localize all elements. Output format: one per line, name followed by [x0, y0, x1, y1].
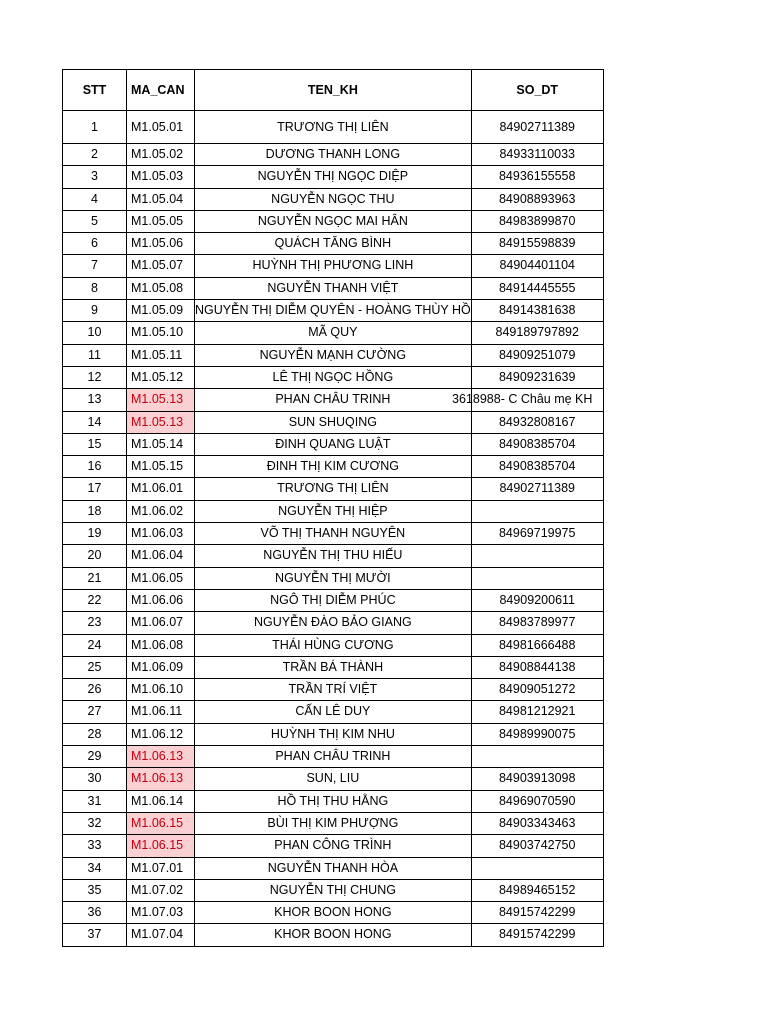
cell-stt[interactable]: 21 — [63, 567, 127, 589]
cell-ma-can[interactable]: M1.07.04 — [127, 924, 195, 946]
cell-so-dt[interactable]: 84989465152 — [471, 879, 603, 901]
cell-stt[interactable]: 20 — [63, 545, 127, 567]
cell-so-dt[interactable]: 84983899870 — [471, 210, 603, 232]
cell-so-dt[interactable] — [471, 500, 603, 522]
cell-ma-can[interactable]: M1.05.08 — [127, 277, 195, 299]
cell-ten-kh[interactable]: TRẦN TRÍ VIỆT — [195, 679, 472, 701]
cell-stt[interactable]: 30 — [63, 768, 127, 790]
table-row — [63, 567, 604, 589]
cell-so-dt[interactable] — [471, 746, 603, 768]
cell-ma-can[interactable]: M1.05.06 — [127, 233, 195, 255]
cell-so-dt[interactable]: 84909051272 — [471, 679, 603, 701]
cell-so-dt[interactable]: 84936155558 — [471, 166, 603, 188]
table-row — [63, 812, 604, 834]
cell-so-dt[interactable]: 84903913098 — [471, 768, 603, 790]
cell-ma-can[interactable]: M1.05.03 — [127, 166, 195, 188]
cell-ma-can[interactable]: M1.05.13 — [127, 389, 195, 411]
header-ma-can[interactable]: MA_CAN — [127, 70, 195, 111]
table-row — [63, 701, 604, 723]
cell-stt[interactable]: 7 — [63, 255, 127, 277]
cell-ma-can[interactable]: M1.06.01 — [127, 478, 195, 500]
cell-so-dt[interactable]: 849189797892 — [471, 322, 603, 344]
cell-ten-kh[interactable]: BÙI THỊ KIM PHƯỢNG — [195, 812, 472, 834]
cell-ma-can[interactable]: M1.05.13 — [127, 411, 195, 433]
cell-ma-can[interactable]: M1.05.10 — [127, 322, 195, 344]
cell-ten-kh[interactable]: MÃ QUY — [195, 322, 472, 344]
cell-stt[interactable]: 35 — [63, 879, 127, 901]
table-row — [63, 255, 604, 277]
table-row — [63, 478, 604, 500]
cell-so-dt[interactable]: 84983789977 — [471, 612, 603, 634]
cell-stt[interactable]: 11 — [63, 344, 127, 366]
cell-ten-kh[interactable]: ĐINH THỊ KIM CƯƠNG — [195, 456, 472, 478]
cell-stt[interactable]: 3 — [63, 166, 127, 188]
cell-stt[interactable]: 4 — [63, 188, 127, 210]
cell-ten-kh[interactable]: TRƯƠNG THỊ LIÊN — [195, 111, 472, 144]
cell-ten-kh[interactable]: TRẦN BÁ THÀNH — [195, 656, 472, 678]
cell-ma-can[interactable]: M1.07.02 — [127, 879, 195, 901]
cell-ten-kh[interactable]: CẤN LÊ DUY — [195, 701, 472, 723]
cell-so-dt[interactable]: 84914445555 — [471, 277, 603, 299]
cell-ma-can[interactable]: M1.06.15 — [127, 812, 195, 834]
table-row — [63, 589, 604, 611]
cell-so-dt[interactable]: 84933110033 — [471, 144, 603, 166]
cell-ma-can[interactable]: M1.05.05 — [127, 210, 195, 232]
cell-ten-kh[interactable]: HUỲNH THỊ KIM NHU — [195, 723, 472, 745]
cell-ma-can[interactable]: M1.05.01 — [127, 111, 195, 144]
cell-stt[interactable]: 18 — [63, 500, 127, 522]
cell-ma-can[interactable]: M1.06.03 — [127, 523, 195, 545]
cell-ten-kh[interactable]: QUÁCH TĂNG BÌNH — [195, 233, 472, 255]
cell-so-dt[interactable]: 84909200611 — [471, 589, 603, 611]
cell-so-dt[interactable]: 84902711389 — [471, 478, 603, 500]
cell-ten-kh[interactable]: THÁI HÙNG CƯƠNG — [195, 634, 472, 656]
cell-so-dt[interactable]: 84969070590 — [471, 790, 603, 812]
cell-ten-kh[interactable]: NGÔ THỊ DIỄM PHÚC — [195, 589, 472, 611]
cell-ma-can[interactable]: M1.05.12 — [127, 366, 195, 388]
cell-stt[interactable]: 28 — [63, 723, 127, 745]
table-row — [63, 545, 604, 567]
cell-so-dt[interactable] — [471, 567, 603, 589]
cell-so-dt[interactable]: 84981212921 — [471, 701, 603, 723]
table-row — [63, 366, 604, 388]
cell-stt[interactable]: 8 — [63, 277, 127, 299]
cell-ten-kh[interactable]: NGUYỄN THỊ NGỌC DIỆP — [195, 166, 472, 188]
cell-stt[interactable]: 33 — [63, 835, 127, 857]
table-row — [63, 233, 604, 255]
table-row — [63, 456, 604, 478]
table-row — [63, 679, 604, 701]
table-row — [63, 300, 604, 322]
cell-so-dt[interactable]: 84915742299 — [471, 902, 603, 924]
cell-stt[interactable]: 26 — [63, 679, 127, 701]
cell-stt[interactable]: 15 — [63, 433, 127, 455]
cell-so-dt[interactable]: 84908893963 — [471, 188, 603, 210]
cell-so-dt[interactable] — [471, 545, 603, 567]
table-row — [63, 144, 604, 166]
table-row — [63, 523, 604, 545]
cell-ma-can[interactable]: M1.06.10 — [127, 679, 195, 701]
cell-ten-kh[interactable]: NGUYỄN THỊ CHUNG — [195, 879, 472, 901]
cell-ten-kh[interactable]: KHOR BOON HONG — [195, 902, 472, 924]
customer-table — [62, 69, 604, 947]
cell-so-dt[interactable]: 84969719975 — [471, 523, 603, 545]
cell-ten-kh[interactable]: NGUYỄN THANH VIỆT — [195, 277, 472, 299]
cell-ma-can[interactable]: M1.06.13 — [127, 746, 195, 768]
header-so-dt[interactable]: SO_DT — [471, 70, 603, 111]
table-row — [63, 768, 604, 790]
cell-so-dt[interactable] — [471, 857, 603, 879]
table-row — [63, 322, 604, 344]
cell-stt[interactable]: 27 — [63, 701, 127, 723]
cell-ten-kh[interactable]: NGUYỄN THỊ THU HIẾU — [195, 545, 472, 567]
cell-ma-can[interactable]: M1.06.15 — [127, 835, 195, 857]
cell-stt[interactable]: 5 — [63, 210, 127, 232]
cell-ten-kh[interactable]: NGUYỄN THỊ HIỆP — [195, 500, 472, 522]
cell-ma-can[interactable]: M1.06.05 — [127, 567, 195, 589]
cell-ma-can[interactable]: M1.06.02 — [127, 500, 195, 522]
table-row — [63, 857, 604, 879]
cell-stt[interactable]: 2 — [63, 144, 127, 166]
table-row — [63, 634, 604, 656]
table-row — [63, 210, 604, 232]
cell-ma-can[interactable]: M1.05.15 — [127, 456, 195, 478]
cell-so-dt[interactable]: 84904401104 — [471, 255, 603, 277]
cell-ten-kh[interactable]: ĐINH QUANG LUẬT — [195, 433, 472, 455]
cell-so-dt[interactable]: 84908844138 — [471, 656, 603, 678]
cell-stt[interactable]: 36 — [63, 902, 127, 924]
cell-ten-kh[interactable]: PHAN CHÂU TRINH — [195, 746, 472, 768]
cell-so-dt[interactable]: 84915742299 — [471, 924, 603, 946]
cell-ten-kh[interactable]: LÊ THỊ NGỌC HỒNG — [195, 366, 472, 388]
cell-stt[interactable]: 25 — [63, 656, 127, 678]
cell-ma-can[interactable]: M1.06.06 — [127, 589, 195, 611]
cell-stt[interactable]: 32 — [63, 812, 127, 834]
cell-ten-kh[interactable]: NGUYỄN THỊ MƯỜI — [195, 567, 472, 589]
table-row — [63, 389, 604, 411]
cell-ma-can[interactable]: M1.05.02 — [127, 144, 195, 166]
table-row — [63, 746, 604, 768]
table-row — [63, 879, 604, 901]
cell-so-dt[interactable]: 84908385704 — [471, 433, 603, 455]
cell-so-dt[interactable]: 84989990075 — [471, 723, 603, 745]
cell-ma-can[interactable]: M1.07.03 — [127, 902, 195, 924]
cell-ten-kh[interactable]: NGUYỄN THANH HÒA — [195, 857, 472, 879]
cell-so-dt[interactable]: 84908385704 — [471, 456, 603, 478]
cell-so-dt[interactable]: 84909251079 — [471, 344, 603, 366]
cell-stt[interactable]: 29 — [63, 746, 127, 768]
cell-so-dt[interactable]: 84981666488 — [471, 634, 603, 656]
cell-ten-kh[interactable]: SUN, LIU — [195, 768, 472, 790]
cell-stt[interactable]: 24 — [63, 634, 127, 656]
cell-ma-can[interactable]: M1.06.13 — [127, 768, 195, 790]
cell-stt[interactable]: 22 — [63, 589, 127, 611]
table-row — [63, 656, 604, 678]
table-row — [63, 411, 604, 433]
cell-ten-kh[interactable]: TRƯƠNG THỊ LIÊN — [195, 478, 472, 500]
cell-ma-can[interactable]: M1.06.04 — [127, 545, 195, 567]
cell-stt[interactable]: 10 — [63, 322, 127, 344]
cell-ten-kh[interactable]: PHAN CÔNG TRÌNH — [195, 835, 472, 857]
cell-ma-can[interactable]: M1.05.11 — [127, 344, 195, 366]
cell-ten-kh[interactable]: HUỲNH THỊ PHƯƠNG LINH — [195, 255, 472, 277]
cell-ten-kh[interactable]: NGUYỄN NGỌC MAI HÂN — [195, 210, 472, 232]
cell-so-dt[interactable]: 84915598839 — [471, 233, 603, 255]
table-row — [63, 166, 604, 188]
header-row — [63, 70, 604, 111]
table-row — [63, 723, 604, 745]
cell-so-dt[interactable]: 84902711389 — [471, 111, 603, 144]
cell-stt[interactable]: 37 — [63, 924, 127, 946]
table-row — [63, 835, 604, 857]
cell-ma-can[interactable]: M1.05.09 — [127, 300, 195, 322]
cell-stt[interactable]: 13 — [63, 389, 127, 411]
cell-ten-kh[interactable]: DƯƠNG THANH LONG — [195, 144, 472, 166]
cell-stt[interactable]: 31 — [63, 790, 127, 812]
table-row — [63, 902, 604, 924]
cell-ten-kh[interactable]: HỒ THỊ THU HẰNG — [195, 790, 472, 812]
table-row — [63, 433, 604, 455]
cell-stt[interactable]: 17 — [63, 478, 127, 500]
cell-so-dt[interactable]: 84914381638 — [471, 300, 603, 322]
cell-ten-kh[interactable]: SUN SHUQING — [195, 411, 472, 433]
cell-ma-can[interactable]: M1.06.11 — [127, 701, 195, 723]
cell-ten-kh[interactable]: KHOR BOON HONG — [195, 924, 472, 946]
table-row — [63, 188, 604, 210]
cell-ten-kh[interactable]: NGUYỄN NGỌC THU — [195, 188, 472, 210]
table-row — [63, 500, 604, 522]
cell-stt[interactable]: 23 — [63, 612, 127, 634]
header-stt[interactable]: STT — [63, 70, 127, 111]
table-row — [63, 277, 604, 299]
cell-so-dt[interactable]: 84909231639 — [471, 366, 603, 388]
cell-ten-kh[interactable]: NGUYỄN ĐÀO BẢO GIANG — [195, 612, 472, 634]
cell-ma-can[interactable]: M1.06.08 — [127, 634, 195, 656]
cell-stt[interactable]: 9 — [63, 300, 127, 322]
cell-ten-kh[interactable]: VÕ THỊ THANH NGUYÊN — [195, 523, 472, 545]
cell-so-dt[interactable]: 84932808167 — [471, 411, 603, 433]
table-row — [63, 790, 604, 812]
cell-stt[interactable]: 12 — [63, 366, 127, 388]
table-body — [63, 111, 604, 947]
cell-ma-can[interactable]: M1.06.12 — [127, 723, 195, 745]
header-ten-kh[interactable]: TEN_KH — [195, 70, 472, 111]
cell-so-dt[interactable]: 84903742750 — [471, 835, 603, 857]
cell-ma-can[interactable]: M1.06.14 — [127, 790, 195, 812]
cell-stt[interactable]: 6 — [63, 233, 127, 255]
cell-stt[interactable]: 14 — [63, 411, 127, 433]
table-row — [63, 612, 604, 634]
table-row — [63, 344, 604, 366]
table-row — [63, 924, 604, 946]
cell-stt[interactable]: 34 — [63, 857, 127, 879]
cell-ma-can[interactable]: M1.06.09 — [127, 656, 195, 678]
table-row — [63, 111, 604, 144]
cell-ten-kh[interactable]: PHAN CHÂU TRINH — [195, 389, 472, 411]
cell-so-dt[interactable] — [452, 389, 603, 411]
cell-ma-can[interactable]: M1.05.14 — [127, 433, 195, 455]
cell-stt[interactable]: 19 — [63, 523, 127, 545]
cell-ma-can[interactable]: M1.06.07 — [127, 612, 195, 634]
cell-ma-can[interactable]: M1.07.01 — [127, 857, 195, 879]
cell-so-dt[interactable]: 84903343463 — [471, 812, 603, 834]
cell-so-dt-text: 3618988- C Châu mẹ KH — [452, 392, 593, 407]
cell-ma-can[interactable]: M1.05.04 — [127, 188, 195, 210]
cell-stt[interactable]: 1 — [63, 111, 127, 144]
cell-stt[interactable]: 16 — [63, 456, 127, 478]
cell-ten-kh[interactable]: NGUYỄN MẠNH CƯỜNG — [195, 344, 472, 366]
cell-ten-kh[interactable]: NGUYỄN THỊ DIỄM QUYÊN - HOÀNG THÙY HỒ — [195, 300, 472, 322]
cell-ma-can[interactable]: M1.05.07 — [127, 255, 195, 277]
